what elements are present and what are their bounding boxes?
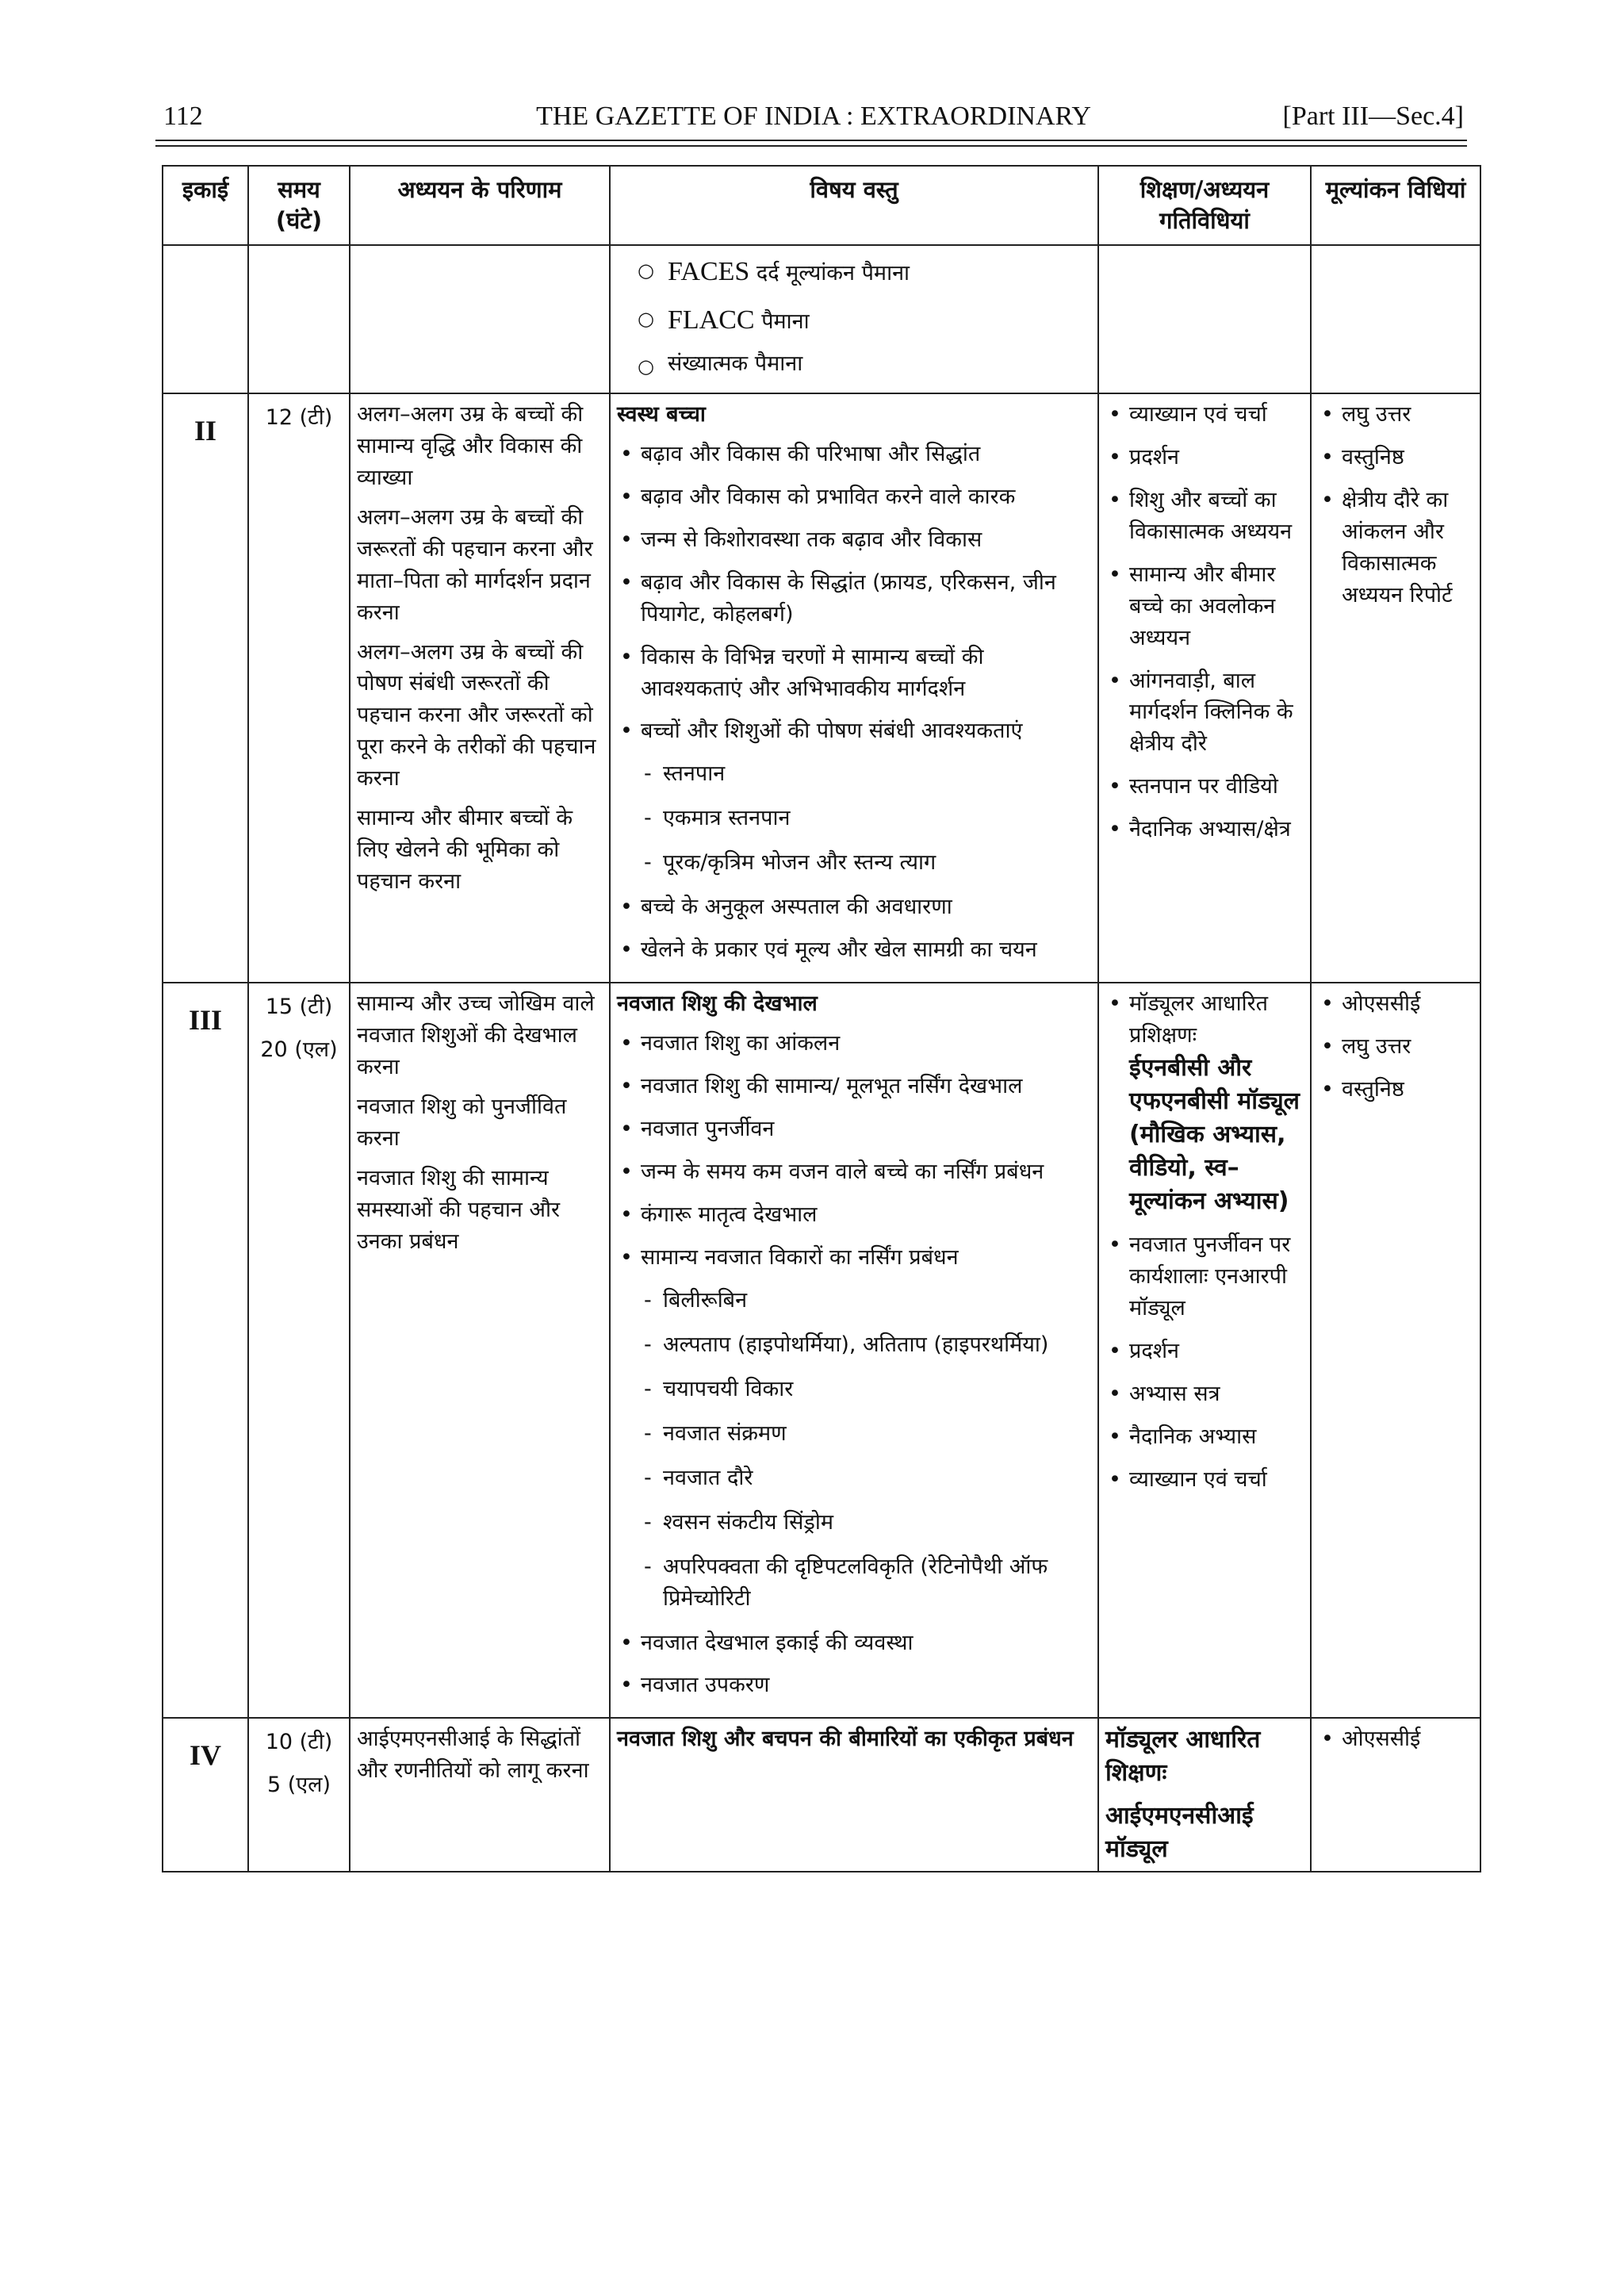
list-item: - नवजात संक्रमण [617,1418,1091,1450]
list-item: - अपरिपक्वता की दृष्टिपटलविकृति (रेटिनोपैथी ऑफ प्रिमेच्योरिटी [617,1551,1091,1615]
part-section: [Part III—Sec.4] [1282,102,1464,131]
list-item: • शिशु और बच्चों का विकासात्मक अध्ययन [1105,485,1304,548]
content-cell [610,393,1098,983]
activities-cell: मॉड्यूलर आधारित शिक्षणः आईएमएनसीआई मॉड्यूल [1098,1718,1311,1872]
table-header-row [163,166,1480,245]
list-item: - अल्पताप (हाइपोथर्मिया), अतिताप (हाइपरथर्मिया) [617,1329,1091,1361]
list-item: • लघु उत्तर [1318,1031,1473,1063]
list-item: • स्तनपान पर वीडियो [1105,771,1304,803]
list-item: • नैदानिक अभ्यास/क्षेत्र [1105,814,1304,845]
content-cell [610,983,1098,1718]
header-time: समय (घंटे) [248,166,350,245]
list-item: • नवजात देखभाल इकाई की व्यवस्था [617,1627,1091,1659]
header-content: विषय वस्तु [610,166,1098,245]
list-item: • वस्तुनिष्ठ [1318,1074,1473,1106]
header-activities: शिक्षण/अध्ययन गतिविधियां [1098,166,1311,245]
syllabus-table [162,165,1481,1872]
table-row-unit-3 [163,983,1480,1718]
activities-cell [1098,983,1311,1718]
list-item: - एकमात्र स्तनपान [617,803,1091,834]
list-item: - नवजात दौरे [617,1462,1091,1494]
activities-cell [1098,393,1311,983]
assessment-cell [1311,393,1480,983]
list-item: • बढ़ाव और विकास की परिभाषा और सिद्धांत [617,439,1091,470]
topic-title: नवजात शिशु की देखभाल [617,991,818,1017]
header-rule [155,140,1467,141]
list-item: • बढ़ाव और विकास को प्रभावित करने वाले कारक [617,481,1091,513]
outcomes-cell: सामान्य और उच्च जोखिम वाले नवजात शिशुओं की देखभाल करना नवजात शिशु को पुनर्जीवित करना नवजात शिशु की सामान्य समस्याओं की पहचान और उनका प्रबंधन [350,983,610,1718]
list-item: - श्वसन संकटीय सिंड्रोम [617,1507,1091,1539]
list-item: • प्रदर्शन [1105,442,1304,473]
time-cell: 15 (टी) 20 (एल) [248,983,350,1718]
header-outcomes: अध्ययन के परिणाम [350,166,610,245]
page-header [163,98,1464,138]
content-cell [610,1718,1098,1872]
header-rule [155,145,1467,147]
list-item: • अभ्यास सत्र [1105,1378,1304,1410]
table-row-continuation [163,245,1480,393]
list-item: ○ FLACC पैमाना [617,301,1091,340]
list-item: ○ संख्यात्मक पैमाना [617,348,1091,380]
table-row-unit-2 [163,393,1480,983]
list-item: • नवजात शिशु का आंकलन [617,1028,1091,1060]
content-cell [610,245,1098,393]
list-item: • सामान्य और बीमार बच्चे का अवलोकन अध्ययन [1105,559,1304,654]
list-item: • खेलने के प्रकार एवं मूल्य और खेल सामग्री का चयन [617,934,1091,966]
unit-number: III [163,983,248,1718]
list-item: • ओएससीई [1318,988,1473,1020]
list-item: • बढ़ाव और विकास के सिद्धांत (फ्रायड, एरिकसन, जीन पियागेट, कोहलबर्ग) [617,567,1091,631]
list-item: • प्रदर्शन [1105,1336,1304,1367]
list-item: - स्तनपान [617,758,1091,790]
gazette-title: THE GAZETTE OF INDIA : EXTRAORDINARY [536,102,1091,131]
list-item: • लघु उत्तर [1318,399,1473,431]
list-item: • जन्म से किशोरावस्था तक बढ़ाव और विकास [617,524,1091,556]
header-assessment: मूल्यांकन विधियां [1311,166,1480,245]
list-item: • व्याख्यान एवं चर्चा [1105,399,1304,431]
list-item: • ओएससीई [1318,1723,1473,1755]
assessment-cell [1311,983,1480,1718]
outcomes-cell: आईएमएनसीआई के सिद्धांतों और रणनीतियों को लागू करना [350,1718,610,1872]
unit-number: IV [163,1718,248,1872]
list-item: • नवजात उपकरण [617,1669,1091,1701]
time-cell: 12 (टी) [248,393,350,983]
list-item: • बच्चे के अनुकूल अस्पताल की अवधारणा [617,891,1091,923]
list-item: - चयापचयी विकार [617,1374,1091,1405]
outcomes-cell: अलग–अलग उम्र के बच्चों की सामान्य वृद्धि और विकास की व्याख्या अलग–अलग उम्र के बच्चों की जरूरतों की पहचान करना और माता–पिता को मार्गदर्शन प्रदान करना अलग–अलग उम्र के बच्चों की पोषण संबंधी जरूरतों की पहचान करना और जरूरतों को पूरा करने के तरीकों की पहचान करना सामान्य और बीमार बच्चों के लिए खेलने की भूमिका को पहचान करना [350,393,610,983]
list-item: • कंगारू मातृत्व देखभाल [617,1199,1091,1231]
page-number: 112 [163,102,203,131]
list-item: • क्षेत्रीय दौरे का आंकलन और विकासात्मक अध्ययन रिपोर्ट [1318,485,1473,611]
topic-title: नवजात शिशु और बचपन की बीमारियों का एकीकृत प्रबंधन [617,1727,1074,1752]
list-item: • सामान्य नवजात विकारों का नर्सिंग प्रबंधन [617,1242,1091,1274]
unit-number: II [163,393,248,983]
list-item: • नवजात शिशु की सामान्य/ मूलभूत नर्सिंग देखभाल [617,1071,1091,1102]
list-item: - पूरक/कृत्रिम भोजन और स्तन्य त्याग [617,847,1091,879]
topic-title: स्वस्थ बच्चा [617,401,706,427]
list-item: • विकास के विभिन्न चरणों मे सामान्य बच्चों की आवश्यकताएं और अभिभावकीय मार्गदर्शन [617,642,1091,705]
list-item: • व्याख्यान एवं चर्चा [1105,1464,1304,1496]
pain-scale-list [617,252,1091,380]
list-item: • नैदानिक अभ्यास [1105,1421,1304,1453]
list-item: • बच्चों और शिशुओं की पोषण संबंधी आवश्यकताएं [617,715,1091,747]
list-item: • वस्तुनिष्ठ [1318,442,1473,473]
table-row-unit-4 [163,1718,1480,1872]
list-item: • नवजात पुनर्जीवन पर कार्यशालाः एनआरपी मॉड्यूल [1105,1229,1304,1324]
list-item: - बिलीरूबिन [617,1285,1091,1317]
list-item: ○ FACES दर्द मूल्यांकन पैमाना [617,252,1091,292]
time-cell: 10 (टी) 5 (एल) [248,1718,350,1872]
list-item: • आंगनवाड़ी, बाल मार्गदर्शन क्लिनिक के क्षेत्रीय दौरे [1105,665,1304,761]
list-item: • जन्म के समय कम वजन वाले बच्चे का नर्सिंग प्रबंधन [617,1156,1091,1188]
assessment-cell [1311,1718,1480,1872]
header-unit: इकाई [163,166,248,245]
list-item: • नवजात पुनर्जीवन [617,1114,1091,1145]
list-item: • मॉड्यूलर आधारित प्रशिक्षणः ईएनबीसी और एफएनबीसी मॉड्यूल (मौखिक अभ्यास, वीडियो, स्व–मूल्यांकन अभ्यास) [1105,988,1304,1218]
